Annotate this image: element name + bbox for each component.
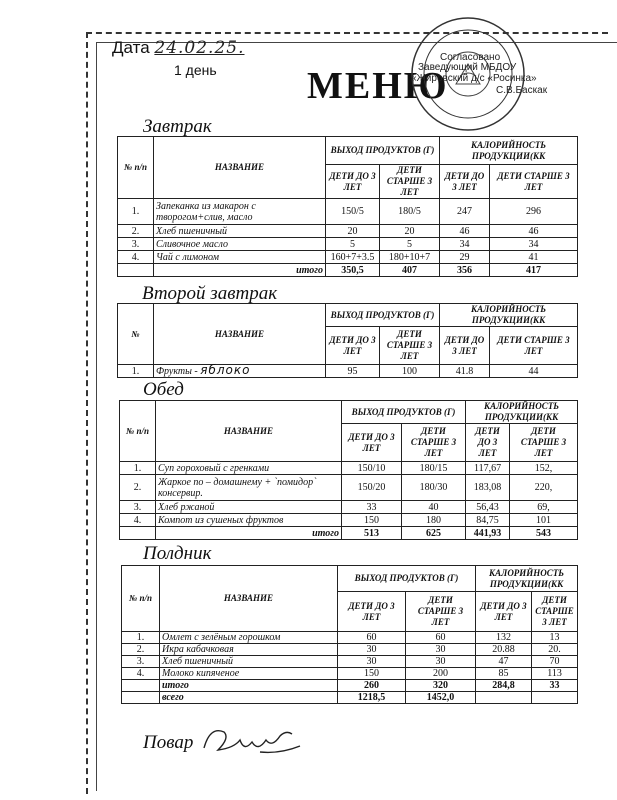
lunch-table bbox=[119, 400, 578, 540]
row-cal-under3: 41.8 bbox=[440, 365, 490, 378]
row-output-under3: 30 bbox=[338, 644, 406, 656]
row-num: 1. bbox=[118, 199, 154, 225]
row-cal-over3: 296 bbox=[490, 199, 578, 225]
row-output-over3: 180/15 bbox=[402, 462, 466, 475]
col-name: НАЗВАНИЕ bbox=[154, 137, 326, 199]
col-calories: КАЛОРИЙНОСТЬ ПРОДУКЦИИ(КК bbox=[440, 304, 578, 327]
row-output-under3: 150/20 bbox=[342, 475, 402, 501]
col-kids-over3: ДЕТИ СТАРШЕ 3 ЛЕТ bbox=[380, 327, 440, 365]
row-num: 4. bbox=[122, 668, 160, 680]
row-name: Компот из сушеных фруктов bbox=[156, 514, 342, 527]
total-cal-over3: 417 bbox=[490, 264, 578, 277]
row-cal-over3: 113 bbox=[532, 668, 578, 680]
row-num: 4. bbox=[120, 514, 156, 527]
row-num: 1. bbox=[122, 632, 160, 644]
row-cal-under3: 183,08 bbox=[466, 475, 510, 501]
row-cal-under3: 29 bbox=[440, 251, 490, 264]
row-output-under3: 20 bbox=[326, 225, 380, 238]
row-num: 1. bbox=[118, 365, 154, 378]
grand-total-cal-over3 bbox=[532, 692, 578, 704]
grand-total-label: всего bbox=[160, 692, 338, 704]
row-cal-over3: 20. bbox=[532, 644, 578, 656]
total-output-over3: 320 bbox=[406, 680, 476, 692]
signature-icon bbox=[200, 718, 310, 764]
col-cal-over3: ДЕТИ СТАРШЕ 3 ЛЕТ bbox=[532, 592, 578, 632]
table-row bbox=[122, 656, 578, 668]
row-cal-over3: 13 bbox=[532, 632, 578, 644]
total-label: итого bbox=[160, 680, 338, 692]
row-name: Хлеб ржаной bbox=[156, 501, 342, 514]
col-output: ВЫХОД ПРОДУКТОВ (Г) bbox=[326, 137, 440, 165]
row-output-under3: 160+7+3.5 bbox=[326, 251, 380, 264]
row-output-over3: 60 bbox=[406, 632, 476, 644]
row-cal-under3: 34 bbox=[440, 238, 490, 251]
section-title-lunch: Обед bbox=[143, 379, 184, 400]
total-output-under3: 513 bbox=[342, 527, 402, 540]
row-cal-under3: 56,43 bbox=[466, 501, 510, 514]
table-row bbox=[122, 644, 578, 656]
total-label: итого bbox=[156, 527, 342, 540]
row-name: Икра кабачковая bbox=[160, 644, 338, 656]
row-num: 2. bbox=[122, 644, 160, 656]
row-cal-under3: 20.88 bbox=[476, 644, 532, 656]
stamp-line-1: Согласовано bbox=[440, 52, 501, 63]
col-cal-over3: ДЕТИ СТАРШЕ 3 ЛЕТ bbox=[510, 424, 578, 462]
table-row bbox=[120, 501, 578, 514]
col-cal-under3: ДЕТИ ДО 3 ЛЕТ bbox=[440, 165, 490, 199]
breakfast-table bbox=[117, 136, 578, 277]
row-name: Хлеб пшеничный bbox=[160, 656, 338, 668]
day-label: 1 день bbox=[174, 62, 217, 78]
row-cal-over3: 152, bbox=[510, 462, 578, 475]
section-title-second-breakfast: Второй завтрак bbox=[142, 283, 278, 304]
row-cal-over3: 220, bbox=[510, 475, 578, 501]
row-num: 2. bbox=[120, 475, 156, 501]
col-calories: КАЛОРИЙНОСТЬ ПРОДУКЦИИ(КК bbox=[466, 401, 578, 424]
row-name: Жаркое по – домашнему + `помидор` консервир. bbox=[156, 475, 342, 501]
row-cal-over3: 70 bbox=[532, 656, 578, 668]
row-name: Фрукты - bbox=[156, 366, 198, 377]
col-calories: КАЛОРИЙНОСТЬ ПРОДУКЦИИ(КК bbox=[476, 566, 578, 592]
col-name: НАЗВАНИЕ bbox=[156, 401, 342, 462]
total-label: итого bbox=[154, 264, 326, 277]
row-output-over3: 40 bbox=[402, 501, 466, 514]
total-cal-under3: 284,8 bbox=[476, 680, 532, 692]
row-cal-under3: 85 bbox=[476, 668, 532, 680]
row-cal-under3: 247 bbox=[440, 199, 490, 225]
grand-total-cal-under3 bbox=[476, 692, 532, 704]
date-line bbox=[112, 38, 245, 58]
col-name: НАЗВАНИЕ bbox=[160, 566, 338, 632]
row-num: 3. bbox=[122, 656, 160, 668]
row-output-over3: 100 bbox=[380, 365, 440, 378]
row-cal-under3: 46 bbox=[440, 225, 490, 238]
col-num: № п/п bbox=[122, 566, 160, 632]
row-output-over3: 20 bbox=[380, 225, 440, 238]
stamp-line-3: «Жировский д/с «Росинка» bbox=[411, 73, 537, 84]
row-output-under3: 150 bbox=[338, 668, 406, 680]
total-output-under3: 350,5 bbox=[326, 264, 380, 277]
table-total-row bbox=[122, 680, 578, 692]
table-total-row bbox=[118, 264, 578, 277]
table-total-row bbox=[120, 527, 578, 540]
row-output-under3: 5 bbox=[326, 238, 380, 251]
snack-table bbox=[121, 565, 578, 704]
table-row bbox=[118, 225, 578, 238]
row-cal-under3: 117,67 bbox=[466, 462, 510, 475]
row-output-under3: 30 bbox=[338, 656, 406, 668]
table-grand-total-row bbox=[122, 692, 578, 704]
row-cal-over3: 44 bbox=[490, 365, 578, 378]
row-cal-over3: 41 bbox=[490, 251, 578, 264]
total-cal-over3: 33 bbox=[532, 680, 578, 692]
total-cal-under3: 441,93 bbox=[466, 527, 510, 540]
row-num: 4. bbox=[118, 251, 154, 264]
row-num: 2. bbox=[118, 225, 154, 238]
col-kids-under3: ДЕТИ ДО 3 ЛЕТ bbox=[338, 592, 406, 632]
col-kids-over3: ДЕТИ СТАРШЕ 3 ЛЕТ bbox=[402, 424, 466, 462]
row-output-over3: 180 bbox=[402, 514, 466, 527]
col-kids-over3: ДЕТИ СТАРШЕ 3 ЛЕТ bbox=[380, 165, 440, 199]
row-output-under3: 150/10 bbox=[342, 462, 402, 475]
row-name: Молоко кипяченое bbox=[160, 668, 338, 680]
col-output: ВЫХОД ПРОДУКТОВ (Г) bbox=[326, 304, 440, 327]
row-cal-under3: 132 bbox=[476, 632, 532, 644]
row-output-under3: 150/5 bbox=[326, 199, 380, 225]
row-cal-over3: 34 bbox=[490, 238, 578, 251]
row-name: Чай с лимоном bbox=[154, 251, 326, 264]
col-kids-under3: ДЕТИ ДО 3 ЛЕТ bbox=[326, 165, 380, 199]
row-output-under3: 150 bbox=[342, 514, 402, 527]
table-row bbox=[118, 238, 578, 251]
col-num: № п/п bbox=[118, 137, 154, 199]
table-row bbox=[120, 462, 578, 475]
row-output-under3: 33 bbox=[342, 501, 402, 514]
row-name: Омлет с зелёным горошком bbox=[160, 632, 338, 644]
section-title-snack: Полдник bbox=[143, 543, 212, 564]
total-output-under3: 260 bbox=[338, 680, 406, 692]
stamp-line-2: Заведующий МБДОУ bbox=[418, 62, 517, 73]
row-name: Хлеб пшеничный bbox=[154, 225, 326, 238]
row-name: Суп гороховый с гренками bbox=[156, 462, 342, 475]
col-num: № п/п bbox=[120, 401, 156, 462]
grand-total-over3: 1452,0 bbox=[406, 692, 476, 704]
col-kids-under3: ДЕТИ ДО 3 ЛЕТ bbox=[342, 424, 402, 462]
date-label: Дата bbox=[112, 38, 150, 57]
col-cal-under3: ДЕТИ ДО 3 ЛЕТ bbox=[440, 327, 490, 365]
col-output: ВЫХОД ПРОДУКТОВ (Г) bbox=[338, 566, 476, 592]
row-output-under3: 95 bbox=[326, 365, 380, 378]
col-calories: КАЛОРИЙНОСТЬ ПРОДУКЦИИ(КК bbox=[440, 137, 578, 165]
cook-label: Повар bbox=[143, 732, 194, 753]
row-name: Сливочное масло bbox=[154, 238, 326, 251]
table-row bbox=[118, 199, 578, 225]
row-cal-over3: 69, bbox=[510, 501, 578, 514]
row-cal-under3: 47 bbox=[476, 656, 532, 668]
cook-signature bbox=[200, 718, 310, 764]
stamp-line-4: С.В.Баскак bbox=[496, 85, 548, 96]
row-output-over3: 180/30 bbox=[402, 475, 466, 501]
second-breakfast-table bbox=[117, 303, 578, 378]
col-cal-over3: ДЕТИ СТАРШЕ 3 ЛЕТ bbox=[490, 327, 578, 365]
col-num: № bbox=[118, 304, 154, 365]
row-output-over3: 30 bbox=[406, 644, 476, 656]
total-output-over3: 407 bbox=[380, 264, 440, 277]
date-value: 24.02.25. bbox=[154, 38, 245, 58]
total-output-over3: 625 bbox=[402, 527, 466, 540]
row-num: 3. bbox=[120, 501, 156, 514]
table-row bbox=[120, 475, 578, 501]
col-cal-under3: ДЕТИ ДО 3 ЛЕТ bbox=[476, 592, 532, 632]
col-output: ВЫХОД ПРОДУКТОВ (Г) bbox=[342, 401, 466, 424]
row-output-over3: 180+10+7 bbox=[380, 251, 440, 264]
table-row bbox=[122, 632, 578, 644]
col-kids-under3: ДЕТИ ДО 3 ЛЕТ bbox=[326, 327, 380, 365]
row-output-over3: 30 bbox=[406, 656, 476, 668]
table-row bbox=[122, 668, 578, 680]
row-cal-under3: 84,75 bbox=[466, 514, 510, 527]
col-kids-over3: ДЕТИ СТАРШЕ 3 ЛЕТ bbox=[406, 592, 476, 632]
row-output-under3: 60 bbox=[338, 632, 406, 644]
total-cal-over3: 543 bbox=[510, 527, 578, 540]
section-title-breakfast: Завтрак bbox=[143, 116, 212, 137]
table-row bbox=[118, 365, 578, 378]
row-name: Запеканка из макарон с творогом+слив, масло bbox=[154, 199, 326, 225]
total-cal-under3: 356 bbox=[440, 264, 490, 277]
grand-total-under3: 1218,5 bbox=[338, 692, 406, 704]
table-row bbox=[120, 514, 578, 527]
row-cal-over3: 46 bbox=[490, 225, 578, 238]
row-cal-over3: 101 bbox=[510, 514, 578, 527]
col-cal-over3: ДЕТИ СТАРШЕ 3 ЛЕТ bbox=[490, 165, 578, 199]
page-title: МЕНЮ bbox=[307, 65, 449, 107]
col-cal-under3: ДЕТИ ДО 3 ЛЕТ bbox=[466, 424, 510, 462]
row-output-over3: 180/5 bbox=[380, 199, 440, 225]
row-name-handwritten: яблоко bbox=[200, 363, 251, 377]
row-num: 1. bbox=[120, 462, 156, 475]
table-row bbox=[118, 251, 578, 264]
col-name: НАЗВАНИЕ bbox=[154, 304, 326, 365]
row-num: 3. bbox=[118, 238, 154, 251]
row-output-over3: 5 bbox=[380, 238, 440, 251]
row-output-over3: 200 bbox=[406, 668, 476, 680]
